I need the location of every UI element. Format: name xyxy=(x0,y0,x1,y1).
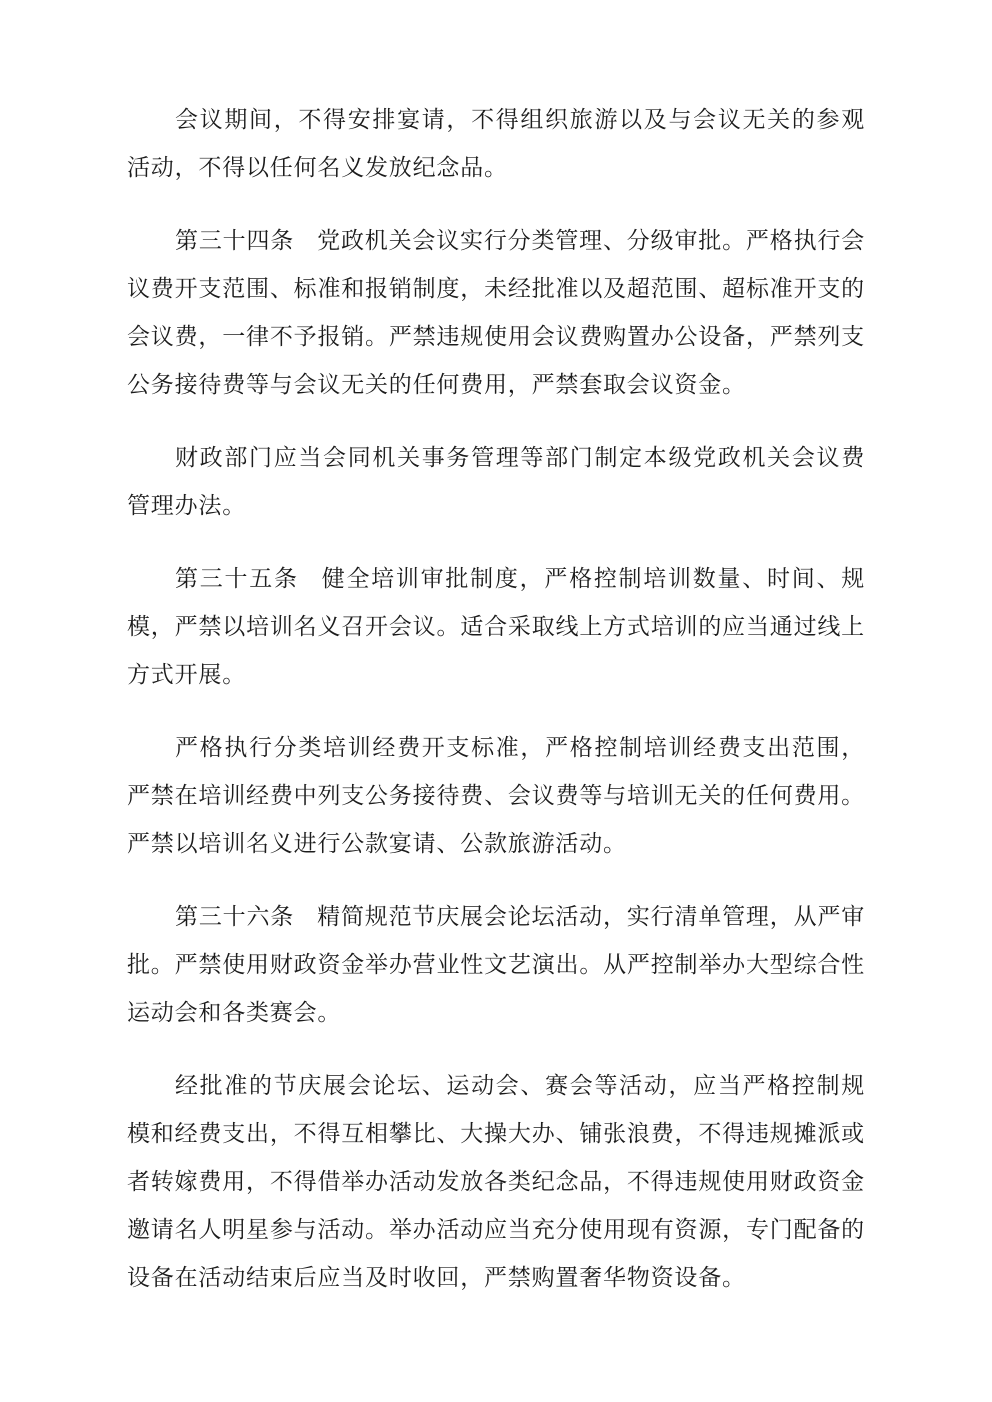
paragraph-text: 健全培训审批制度，严格控制培训数量、时间、规模，严禁以培训名义召开会议。适合采取线上方式培训的应当通过线上方式开展。 xyxy=(127,566,866,688)
paragraph-text: 精简规范节庆展会论坛活动，实行清单管理，从严审批。严禁使用财政资金举办营业性文艺演出。从严控制举办大型综合性运动会和各类赛会。 xyxy=(127,904,866,1026)
paragraph-5 xyxy=(127,724,865,868)
article-number: 第三十五条 xyxy=(175,566,299,592)
paragraph-text: 会议期间，不得安排宴请，不得组织旅游以及与会议无关的参观活动，不得以任何名义发放纪念品。 xyxy=(127,107,865,181)
paragraph-7 xyxy=(127,1062,865,1302)
paragraph-article-35 xyxy=(127,555,865,699)
paragraph-text: 党政机关会议实行分类管理、分级审批。严格执行会议费开支范围、标准和报销制度，未经批准以及超范围、超标准开支的会议费，一律不予报销。严禁违规使用会议费购置办公设备，严禁列支公务接待费等与会议无关的任何费用，严禁套取会议资金。 xyxy=(127,228,866,398)
article-number: 第三十四条 xyxy=(175,228,295,254)
article-number: 第三十六条 xyxy=(175,904,295,930)
paragraph-1 xyxy=(127,96,865,192)
document-page xyxy=(127,96,865,1327)
paragraph-3 xyxy=(127,434,865,530)
paragraph-article-34 xyxy=(127,217,865,409)
paragraph-text: 严格执行分类培训经费开支标准，严格控制培训经费支出范围，严禁在培训经费中列支公务接待费、会议费等与培训无关的任何费用。严禁以培训名义进行公款宴请、公款旅游活动。 xyxy=(127,735,865,857)
paragraph-article-36 xyxy=(127,893,865,1037)
paragraph-text: 经批准的节庆展会论坛、运动会、赛会等活动，应当严格控制规模和经费支出，不得互相攀比、大操大办、铺张浪费，不得违规摊派或者转嫁费用，不得借举办活动发放各类纪念品，不得违规使用财政资金邀请名人明星参与活动。举办活动应当充分使用现有资源，专门配备的设备在活动结束后应当及时收回，严禁购置奢华物资设备。 xyxy=(127,1073,865,1291)
paragraph-text: 财政部门应当会同机关事务管理等部门制定本级党政机关会议费管理办法。 xyxy=(127,445,865,519)
